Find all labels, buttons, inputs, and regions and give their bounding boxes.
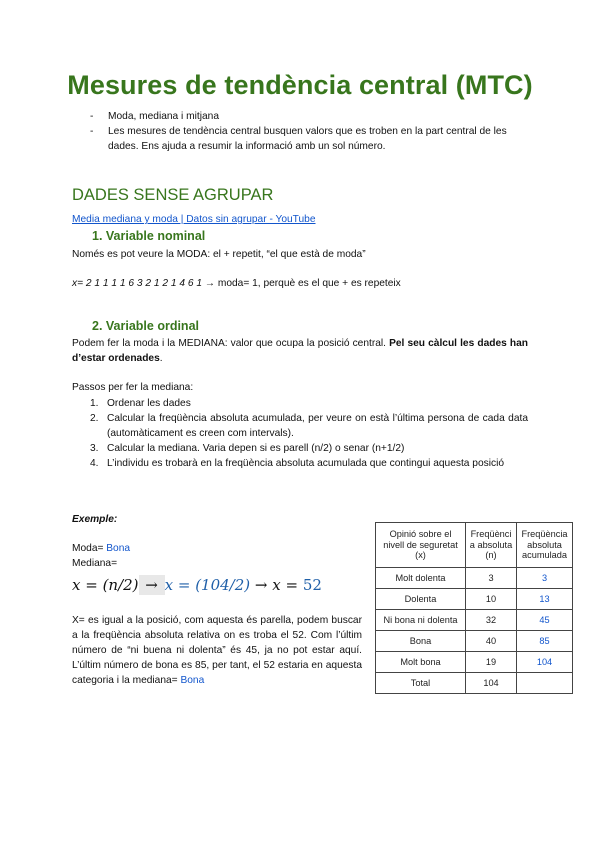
table-row: Ni bona ni dolenta 32 45 [376,610,573,631]
youtube-link[interactable]: Media mediana y moda | Datos sin agrupar - YouTube [72,214,316,225]
nominal-text: Només es pot veure la MODA: el + repetit, “el que està de moda” [72,249,366,260]
nominal-heading: 1. Variable nominal [92,229,206,243]
list-item: 3. Calcular la mediana. Varia depen si es parell (n/2) o senar (n+1/2) [90,443,405,454]
steps-list [90,396,528,471]
frequency-table [375,522,573,694]
ordinal-heading: 2. Variable ordinal [92,319,199,333]
intro-bullet-list [90,109,530,154]
steps-intro: Passos per fer la mediana: [72,382,194,393]
page-title: Mesures de tendència central (MTC) [67,70,533,100]
median-formula: x = (n/2) → x = (104/2) → x = 52 [72,576,322,594]
example-label: Exemple: [72,514,118,525]
table-row: Bona 40 85 [376,631,573,652]
list-item: - Moda, mediana i mitjana [90,111,219,122]
table-row: Molt bona 19 104 [376,652,573,673]
nominal-example: x= 2 1 1 1 1 6 3 2 1 2 1 4 6 1 → moda= 1, perquè es el que + es repeteix [72,278,401,289]
list-item: 4. L’individu es trobarà en la freqüència absoluta acumulada que contingui aquesta posició [90,458,505,469]
table-row: Dolenta 10 13 [376,589,573,610]
list-item: 2. Calcular la freqüència absoluta acumulada, per veure on està l’última persona de cada data (automàticament es creen com intervals). [90,413,528,439]
column-header: Freqüència absoluta acumulada [517,523,573,568]
table-row: Total 104 [376,673,573,694]
explanation-text: X= es igual a la posició, com aquesta és parella, podem buscar a la freqüència absoluta relativa on es troba el 52. Com l’últim número de “ni buena ni dolenta” és 45, ja no pot estar aquí. L’últim número de bona es 85, per tant, el 52 estaria en aquesta categoria i la mediana= Bona [72,615,362,686]
table-row: Molt dolenta 3 3 [376,568,573,589]
ordinal-text: Podem fer la moda i la MEDIANA: valor que ocupa la posició central. Pel seu càlcul les dades han d’estar ordenades. [72,338,528,364]
list-item: - Les mesures de tendència central busquen valors que es troben en la part central de les dades. Ens ajuda a resumir la informació amb un sol número. [90,126,507,152]
mediana-label: Mediana= [72,558,118,569]
column-header: Freqüènci a absoluta (n) [466,523,517,568]
moda-line: Moda= Bona [72,543,131,554]
column-header: Opinió sobre el nivell de seguretat (x) [376,523,466,568]
list-item: 1. Ordenar les dades [90,398,191,409]
section-heading: DADES SENSE AGRUPAR [72,186,274,204]
table-header-row [376,523,573,568]
